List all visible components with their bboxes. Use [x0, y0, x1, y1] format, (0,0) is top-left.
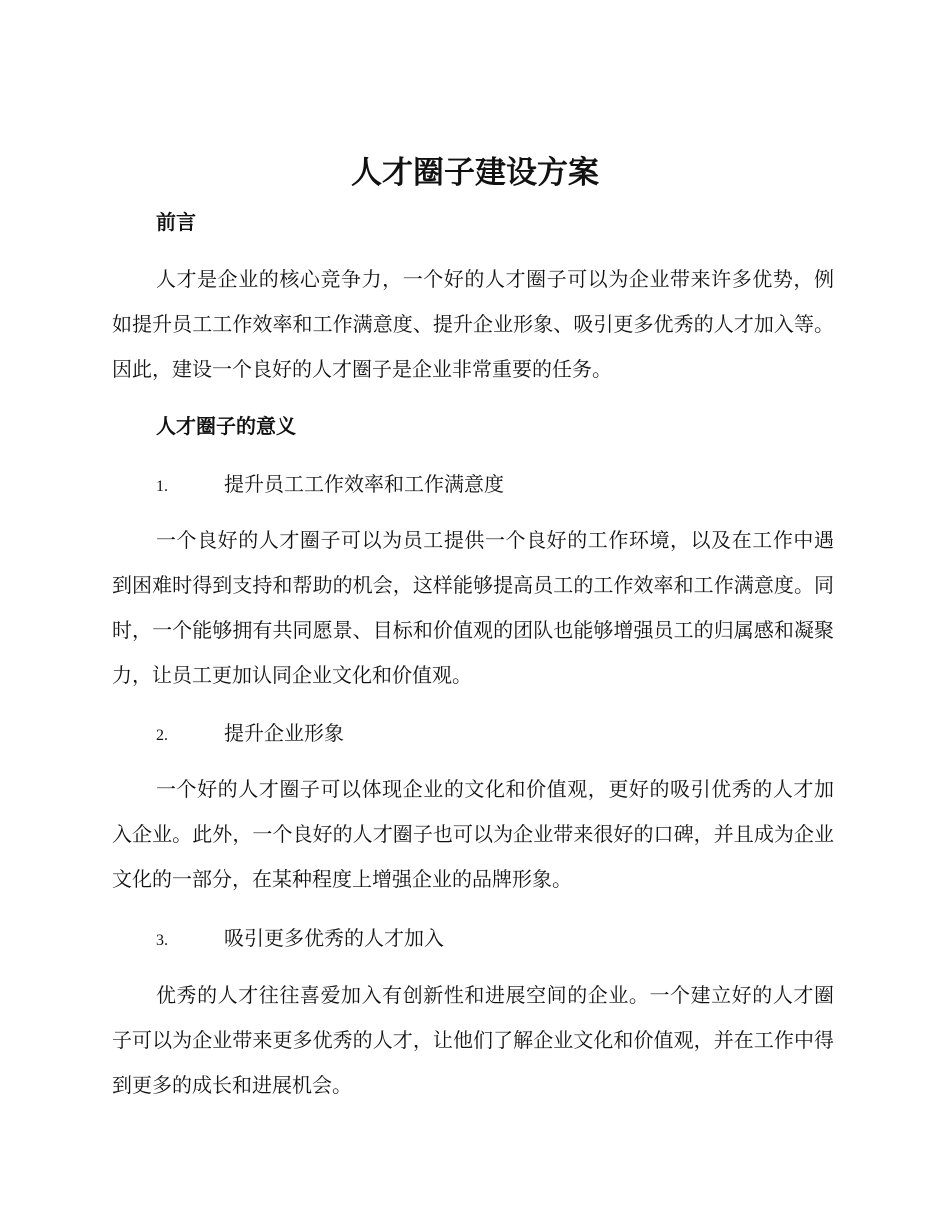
intro-paragraph: 人才是企业的核心竞争力，一个好的人才圈子可以为企业带来许多优势，例如提升员工工作效率和工作满意度、提升企业形象、吸引更多优秀的人才加入等。因此，建设一个良好的人才圈子是企业非常重要的任务。	[112, 267, 834, 381]
list-item-title: 提升员工工作效率和工作满意度	[224, 472, 504, 496]
document-title: 人才圈子建设方案	[351, 155, 599, 191]
list-number: 3.	[156, 932, 168, 949]
item-3-paragraph: 优秀的人才往往喜爱加入有创新性和进展空间的企业。一个建立好的人才圈子可以为企业带来更多优秀的人才，让他们了解企业文化和价值观，并在工作中得到更多的成长和进展机会。	[112, 983, 834, 1097]
list-item-title: 吸引更多优秀的人才加入	[224, 926, 444, 950]
list-item-2	[156, 719, 344, 750]
item-1-paragraph: 一个良好的人才圈子可以为员工提供一个良好的工作环境，以及在工作中遇到困难时得到支持和帮助的机会，这样能够提高员工的工作效率和工作满意度。同时，一个能够拥有共同愿景、目标和价值观的团队也能够增强员工的归属感和凝聚力，让员工更加认同企业文化和价值观。	[112, 528, 834, 687]
list-item-3	[156, 924, 444, 955]
list-number: 1.	[156, 478, 168, 495]
item-2-paragraph: 一个好的人才圈子可以体现企业的文化和价值观，更好的吸引优秀的人才加入企业。此外，一个良好的人才圈子也可以为企业带来很好的口碑，并且成为企业文化的一部分，在某种程度上增强企业的品牌形象。	[112, 777, 834, 891]
intro-heading: 前言	[156, 210, 196, 234]
list-item-1	[156, 470, 504, 501]
list-item-title: 提升企业形象	[224, 721, 344, 745]
list-number: 2.	[156, 727, 168, 744]
section-heading: 人才圈子的意义	[156, 414, 296, 438]
